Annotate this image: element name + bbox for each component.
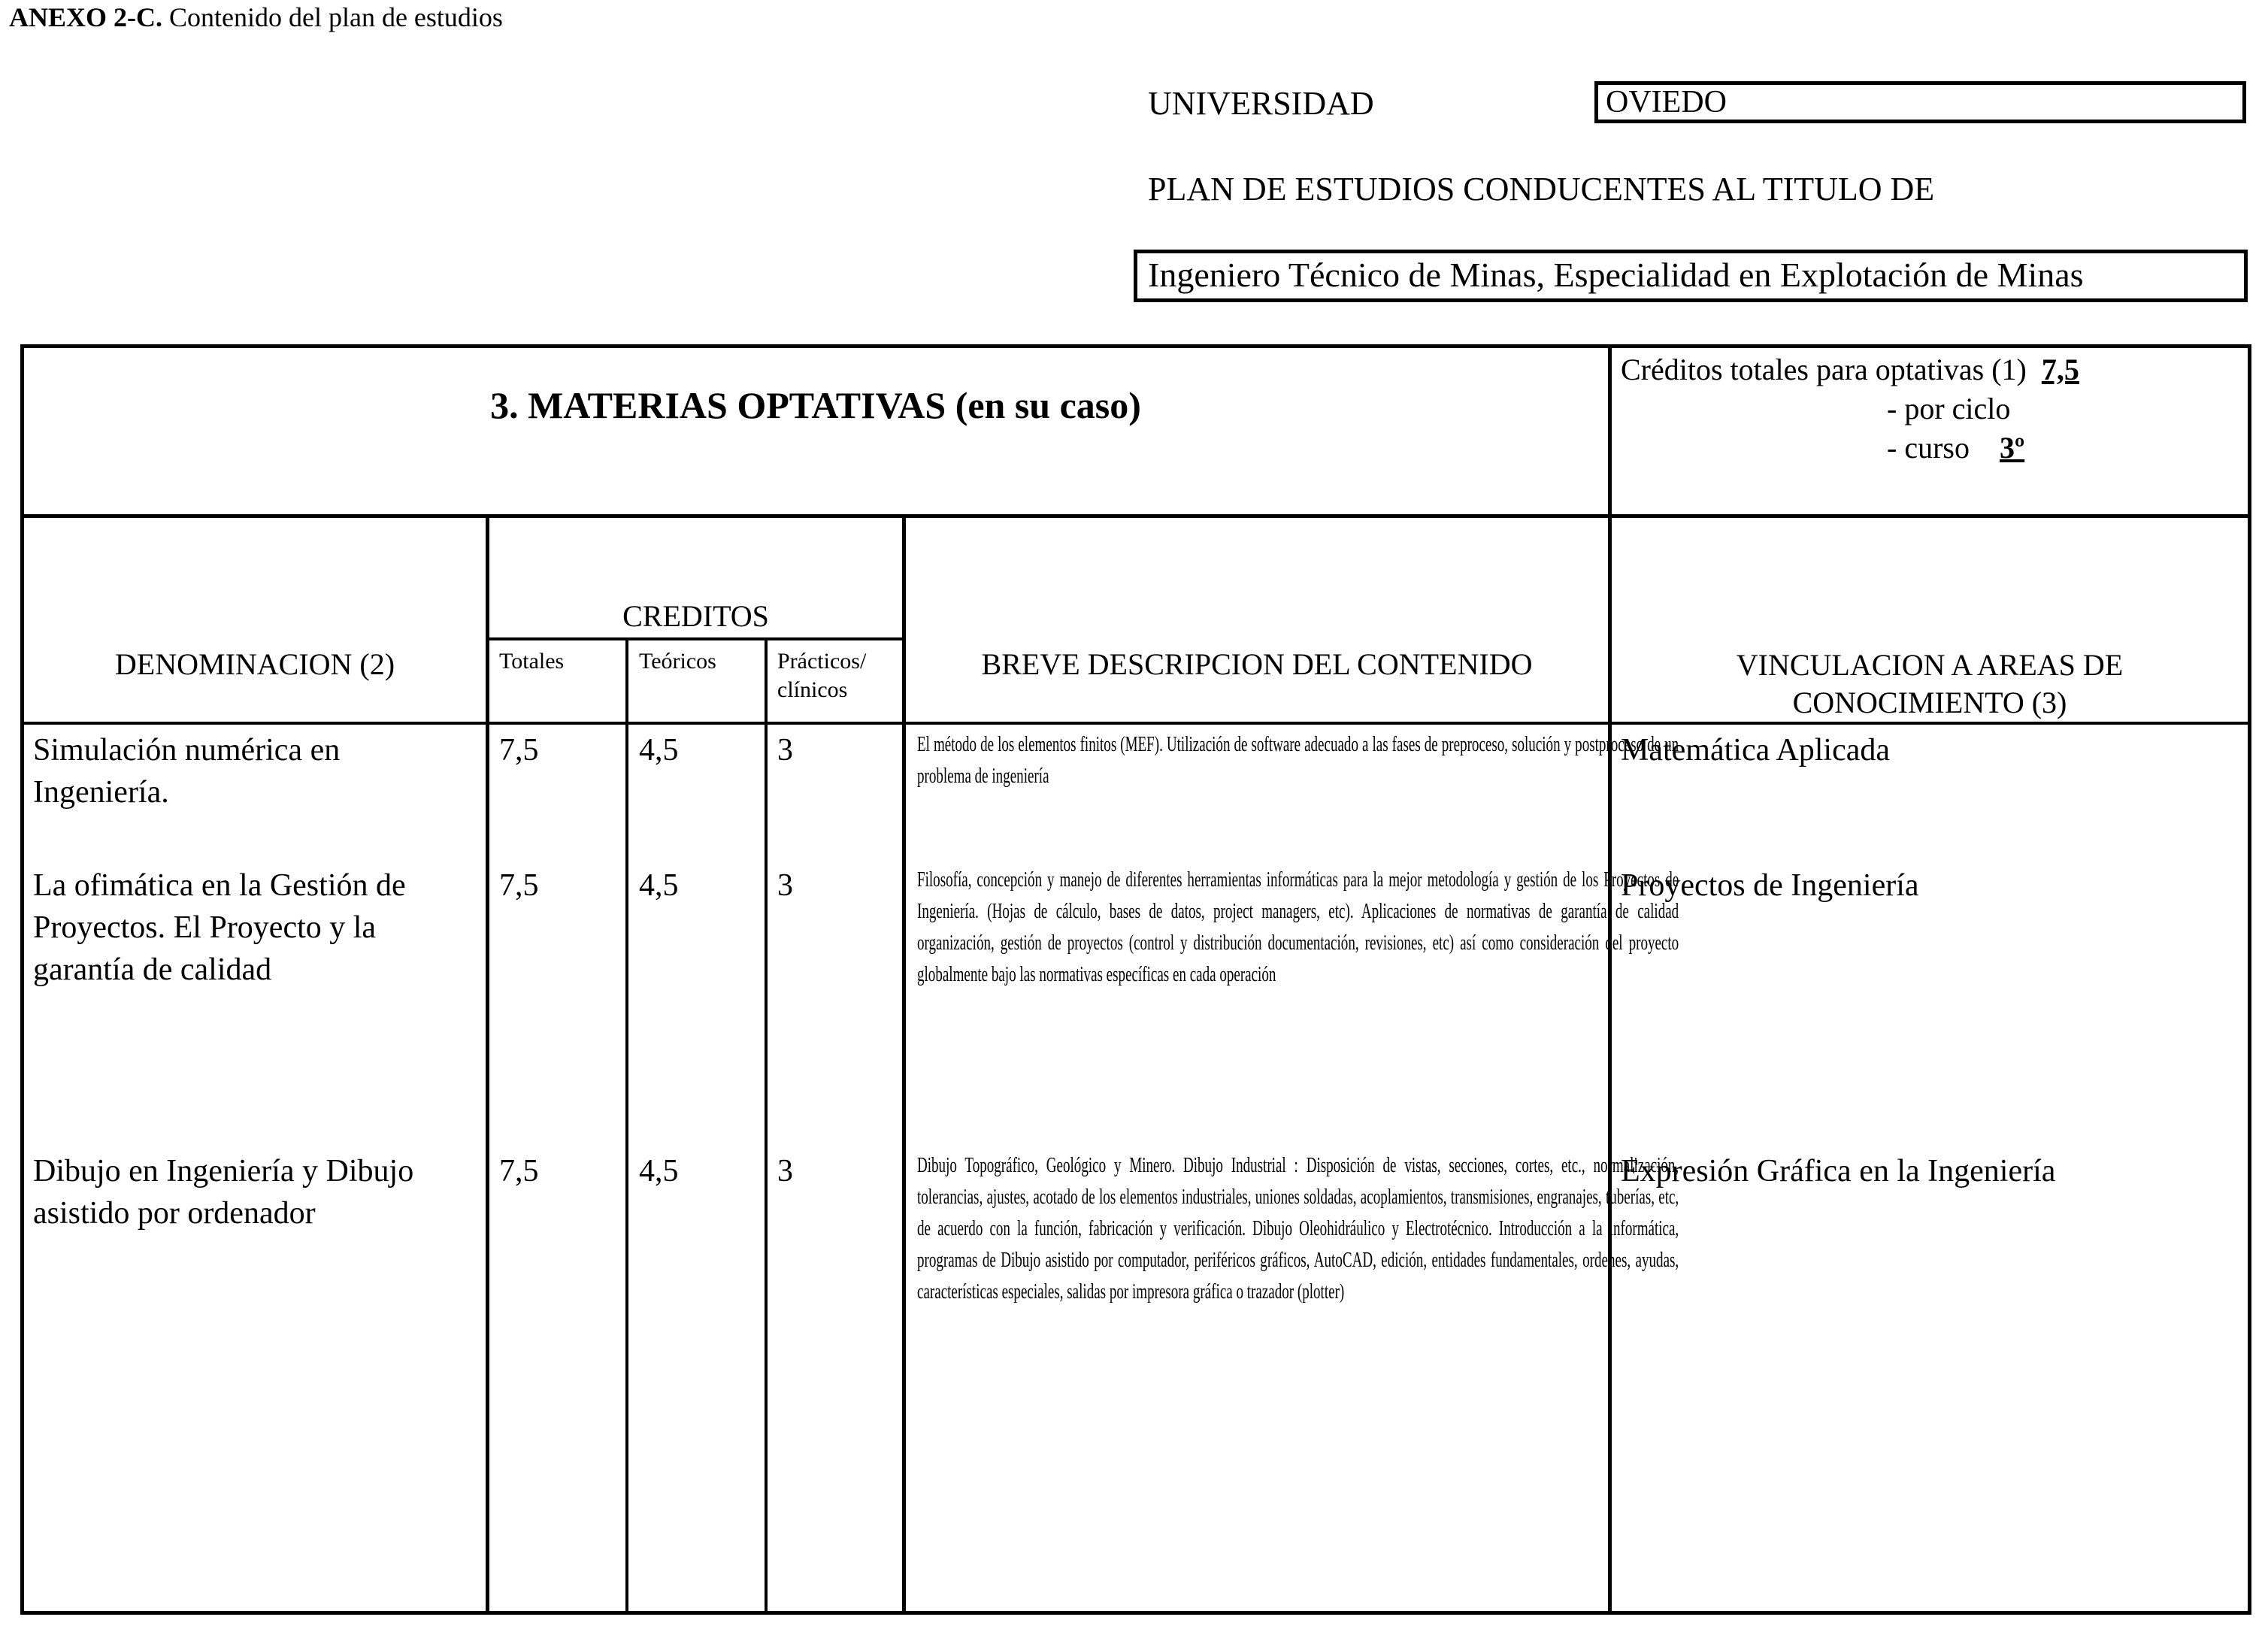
row-1-teoricos: 4,5 [639,733,679,768]
col-header-descripcion: BREVE DESCRIPCION DEL CONTENIDO [981,647,1533,681]
row-3-practicos: 3 [777,1154,793,1188]
col-header-creditos: CREDITOS [622,599,769,633]
curso-value: 3º [1999,431,2025,465]
annex-number: ANEXO 2-C. [9,2,162,32]
row-3-teoricos: 4,5 [639,1154,679,1188]
table-row-1-denominacion [33,729,340,813]
row-3-totales: 7,5 [499,1154,539,1188]
col-header-vinculacion [1612,646,2248,722]
row-2-denominacion-line3: garantía de calidad [33,952,272,987]
row-3-denominacion-line1: Dibujo en Ingeniería y Dibujo [33,1154,414,1188]
row-3-descripcion: Dibujo Topográfico, Geológico y Minero. Dibujo Industrial : Disposición de vistas, secciones, cortes, etc., normalización, tolerancias, ajustes, acotado de los elementos industriales, uniones soldadas, acoplamientos, transmisiones, engranajes, tuberías, etc, de acuerdo con la función, fabricación y verificación. Dibujo Oleohidráulico y Electrotécnico. Introducción a la informática, programas de Dibujo asistido por computador, periféricos gráficos, AutoCAD, edición, entidades fundamentales, ordenes, ayudas, características especiales, salidas por impresora gráfica o trazador (plotter) [917,1154,1679,1304]
row-3-denominacion-line2: asistido por ordenador [33,1196,316,1231]
row-2-practicos: 3 [777,868,793,903]
universidad-field: OVIEDO [1594,81,2246,123]
col-header-totales: Totales [499,649,565,674]
row-2-teoricos: 4,5 [639,868,679,903]
col-header-practicos [777,647,866,704]
row-1-practicos: 3 [777,733,793,768]
row-2-area: Proyectos de Ingeniería [1621,868,1919,903]
col-header-teoricos: Teóricos [639,649,716,674]
annex-description: Contenido del plan de estudios [162,2,503,32]
row-1-denominacion-line2: Ingeniería. [33,775,169,810]
row-2-totales: 7,5 [499,868,539,903]
credits-total-label: Créditos totales para optativas (1) [1621,353,2027,386]
credits-summary [1621,350,2237,468]
annex-heading [9,2,503,33]
row-1-area: Matemática Aplicada [1621,733,1891,768]
row-3-area: Expresión Gráfica en la Ingeniería [1621,1154,2056,1188]
col-header-practicos-line1: Prácticos/ [777,649,867,674]
curso-label: - curso [1887,431,1970,465]
row-1-descripcion-box [917,729,1679,792]
row-2-denominacion-line1: La ofimática en la Gestión de [33,868,406,903]
col-header-vinculacion-line1: VINCULACION A AREAS DE [1736,648,2124,682]
titulo-field: Ingeniero Técnico de Minas, Especialidad en Explotación de Minas [1134,250,2248,302]
row-1-totales: 7,5 [499,733,539,768]
row-3-descripcion-box [917,1150,1679,1308]
col-header-vinculacion-line2: CONOCIMIENTO (3) [1792,686,2067,719]
table-row-2-denominacion [33,864,406,991]
col-header-practicos-line2: clínicos [777,677,848,702]
section-title: 3. MATERIAS OPTATIVAS (en su caso) [490,384,1141,426]
row-1-denominacion-line1: Simulación numérica en [33,733,341,768]
table-row-3-denominacion [33,1150,413,1234]
row-2-denominacion-line2: Proyectos. El Proyecto y la [33,910,377,945]
col-header-denominacion: DENOMINACION (2) [114,647,395,681]
universidad-label: UNIVERSIDAD [1148,85,1374,122]
por-ciclo-label: - por ciclo [1887,392,2011,425]
credits-total-value: 7,5 [2041,353,2079,386]
row-2-descripcion: Filosofía, concepción y manejo de diferentes herramientas informáticas para la mejor metodología y gestión de los Proyectos de Ingeniería. (Hojas de cálculo, bases de datos, project managers, etc). Aplicaciones de normativas de garantía de calidad organización, gestión de proyectos (control y distribución documentación, revisiones, etc) así como consideración del proyecto globalmente bajo las normativas específicas en cada operación [917,868,1679,986]
plan-label: PLAN DE ESTUDIOS CONDUCENTES AL TITULO DE [1148,171,1935,207]
row-2-descripcion-box [917,864,1679,991]
row-1-descripcion: El método de los elementos finitos (MEF). Utilización de software adecuado a las fases de preproceso, solución y postproceso de un problema de ingeniería [917,733,1679,788]
